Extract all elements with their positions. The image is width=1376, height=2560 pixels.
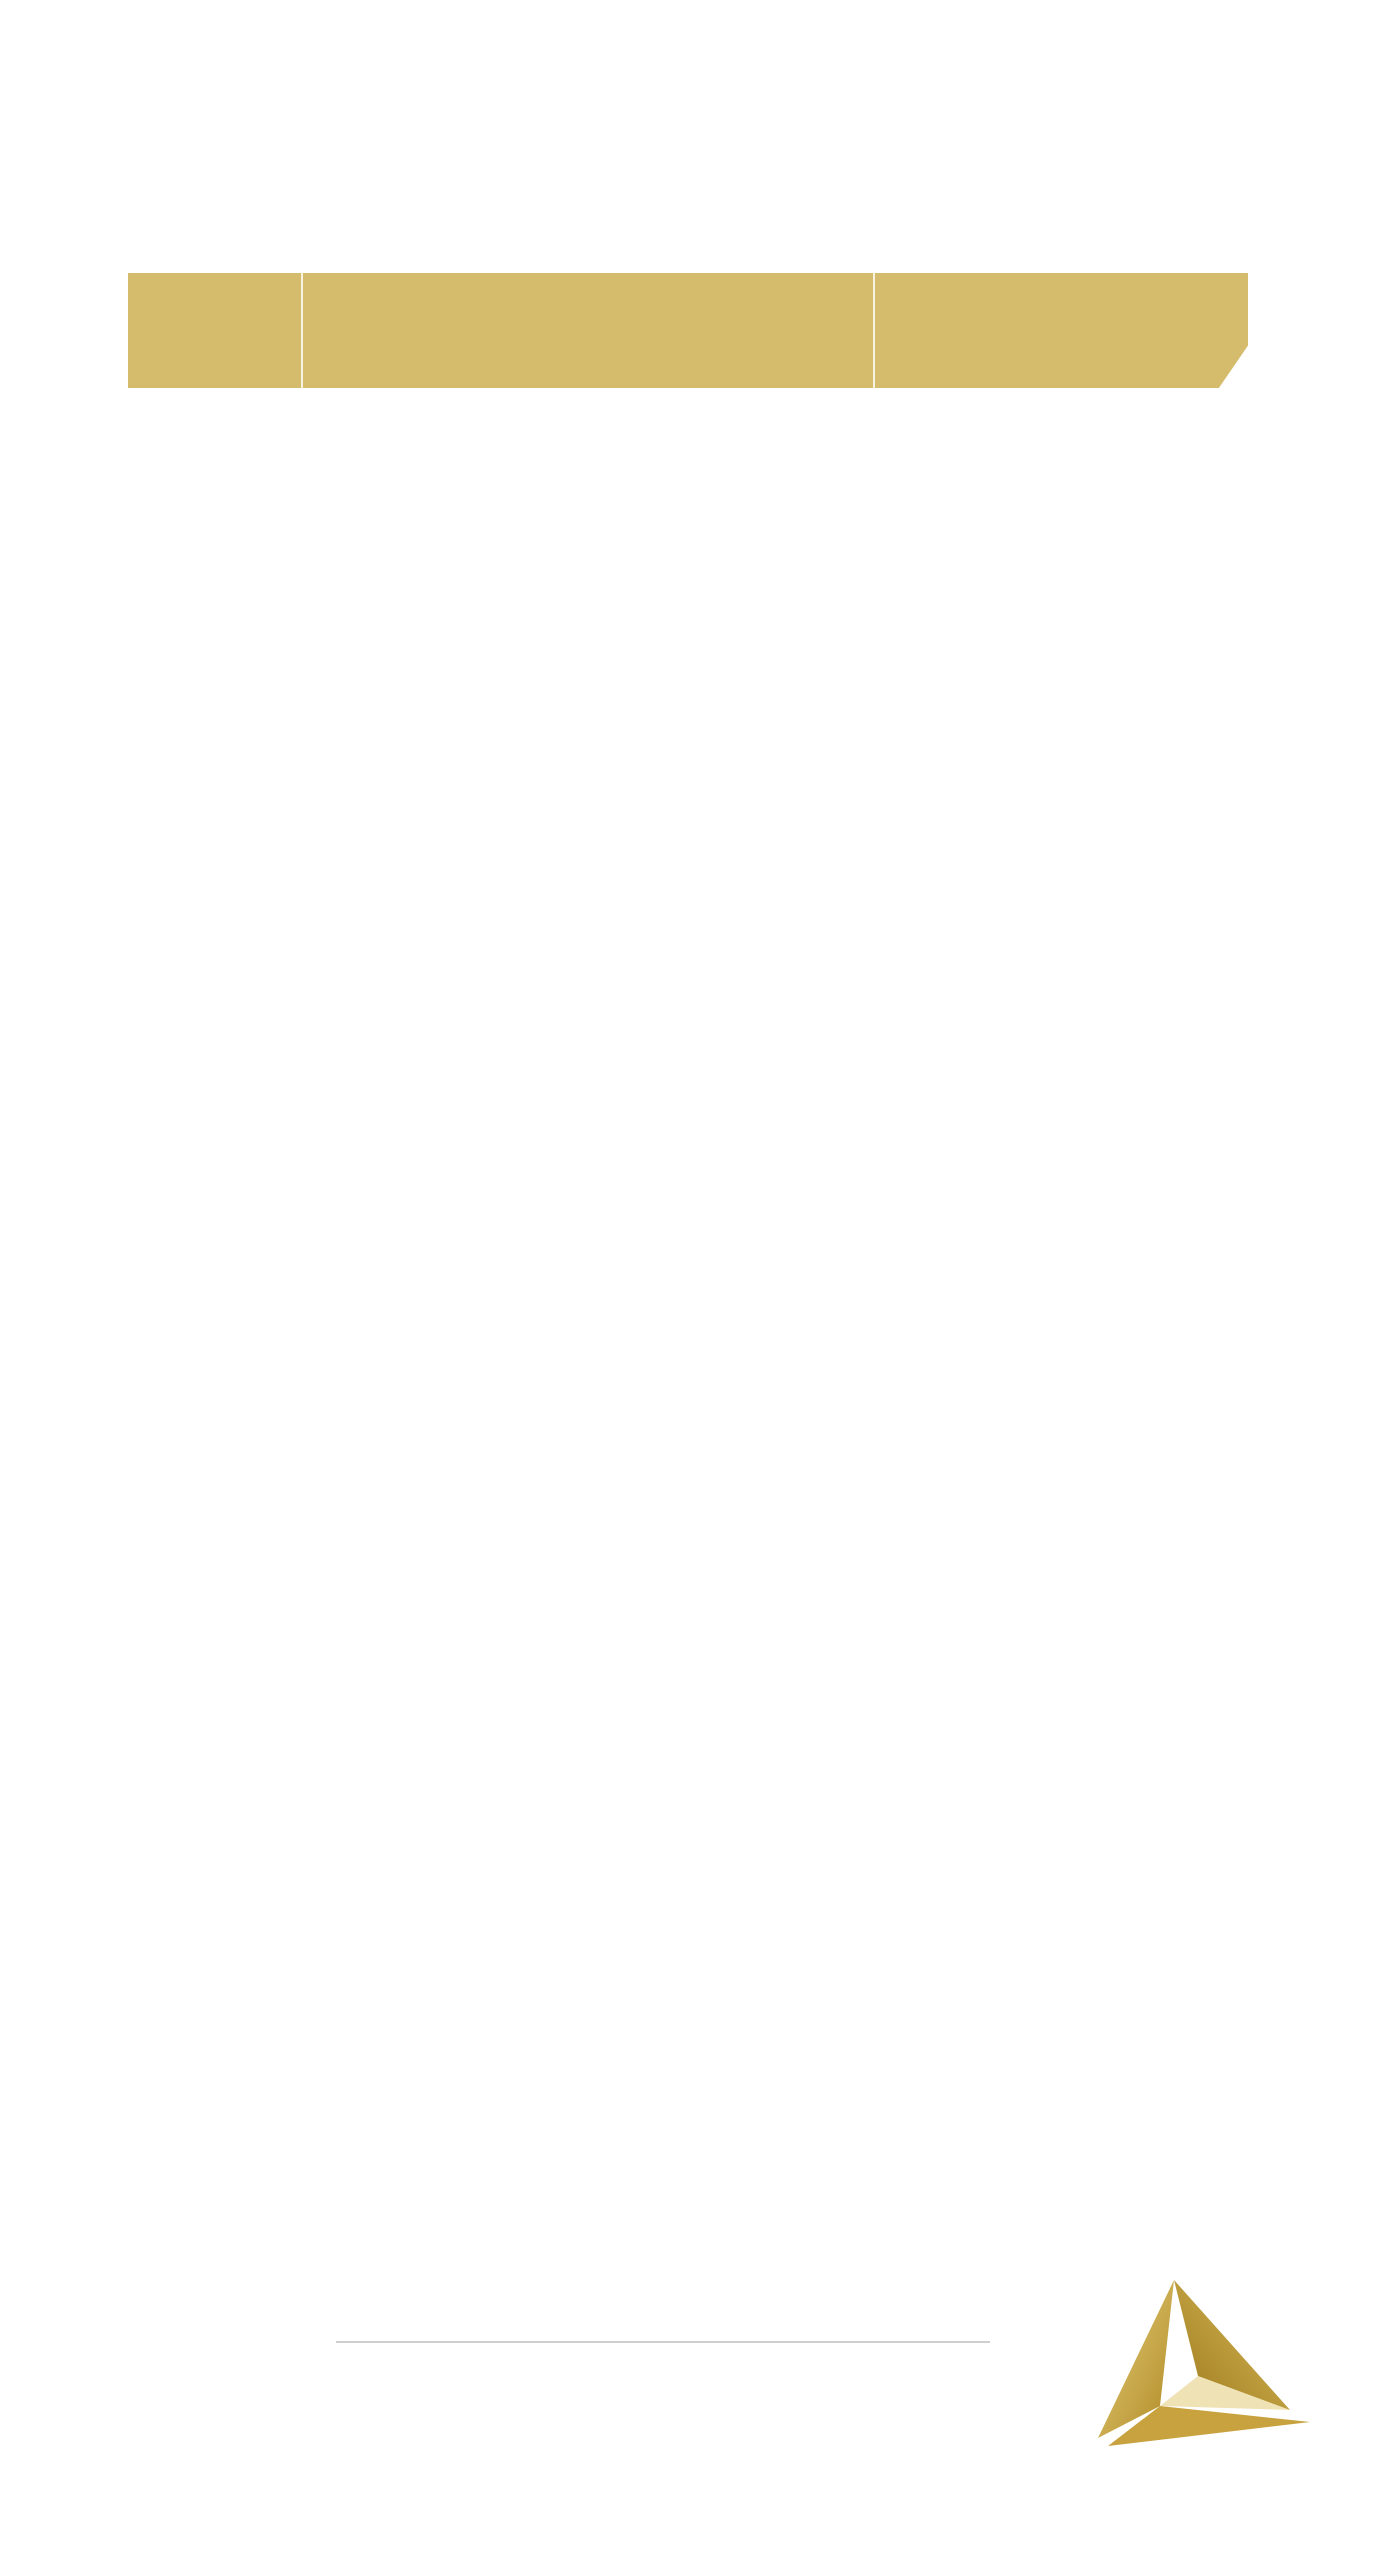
header-z-score xyxy=(1008,273,1188,388)
table-header xyxy=(128,273,1248,388)
header-divider xyxy=(873,273,875,388)
prism-logo-icon xyxy=(1090,2276,1320,2491)
decorative-triangles-bottom xyxy=(0,2160,440,2560)
header-overall-rank xyxy=(162,273,292,388)
source-divider xyxy=(336,2341,990,2343)
header-divider xyxy=(301,273,303,388)
source-section xyxy=(336,2325,990,2357)
ranking-table xyxy=(128,273,1248,400)
